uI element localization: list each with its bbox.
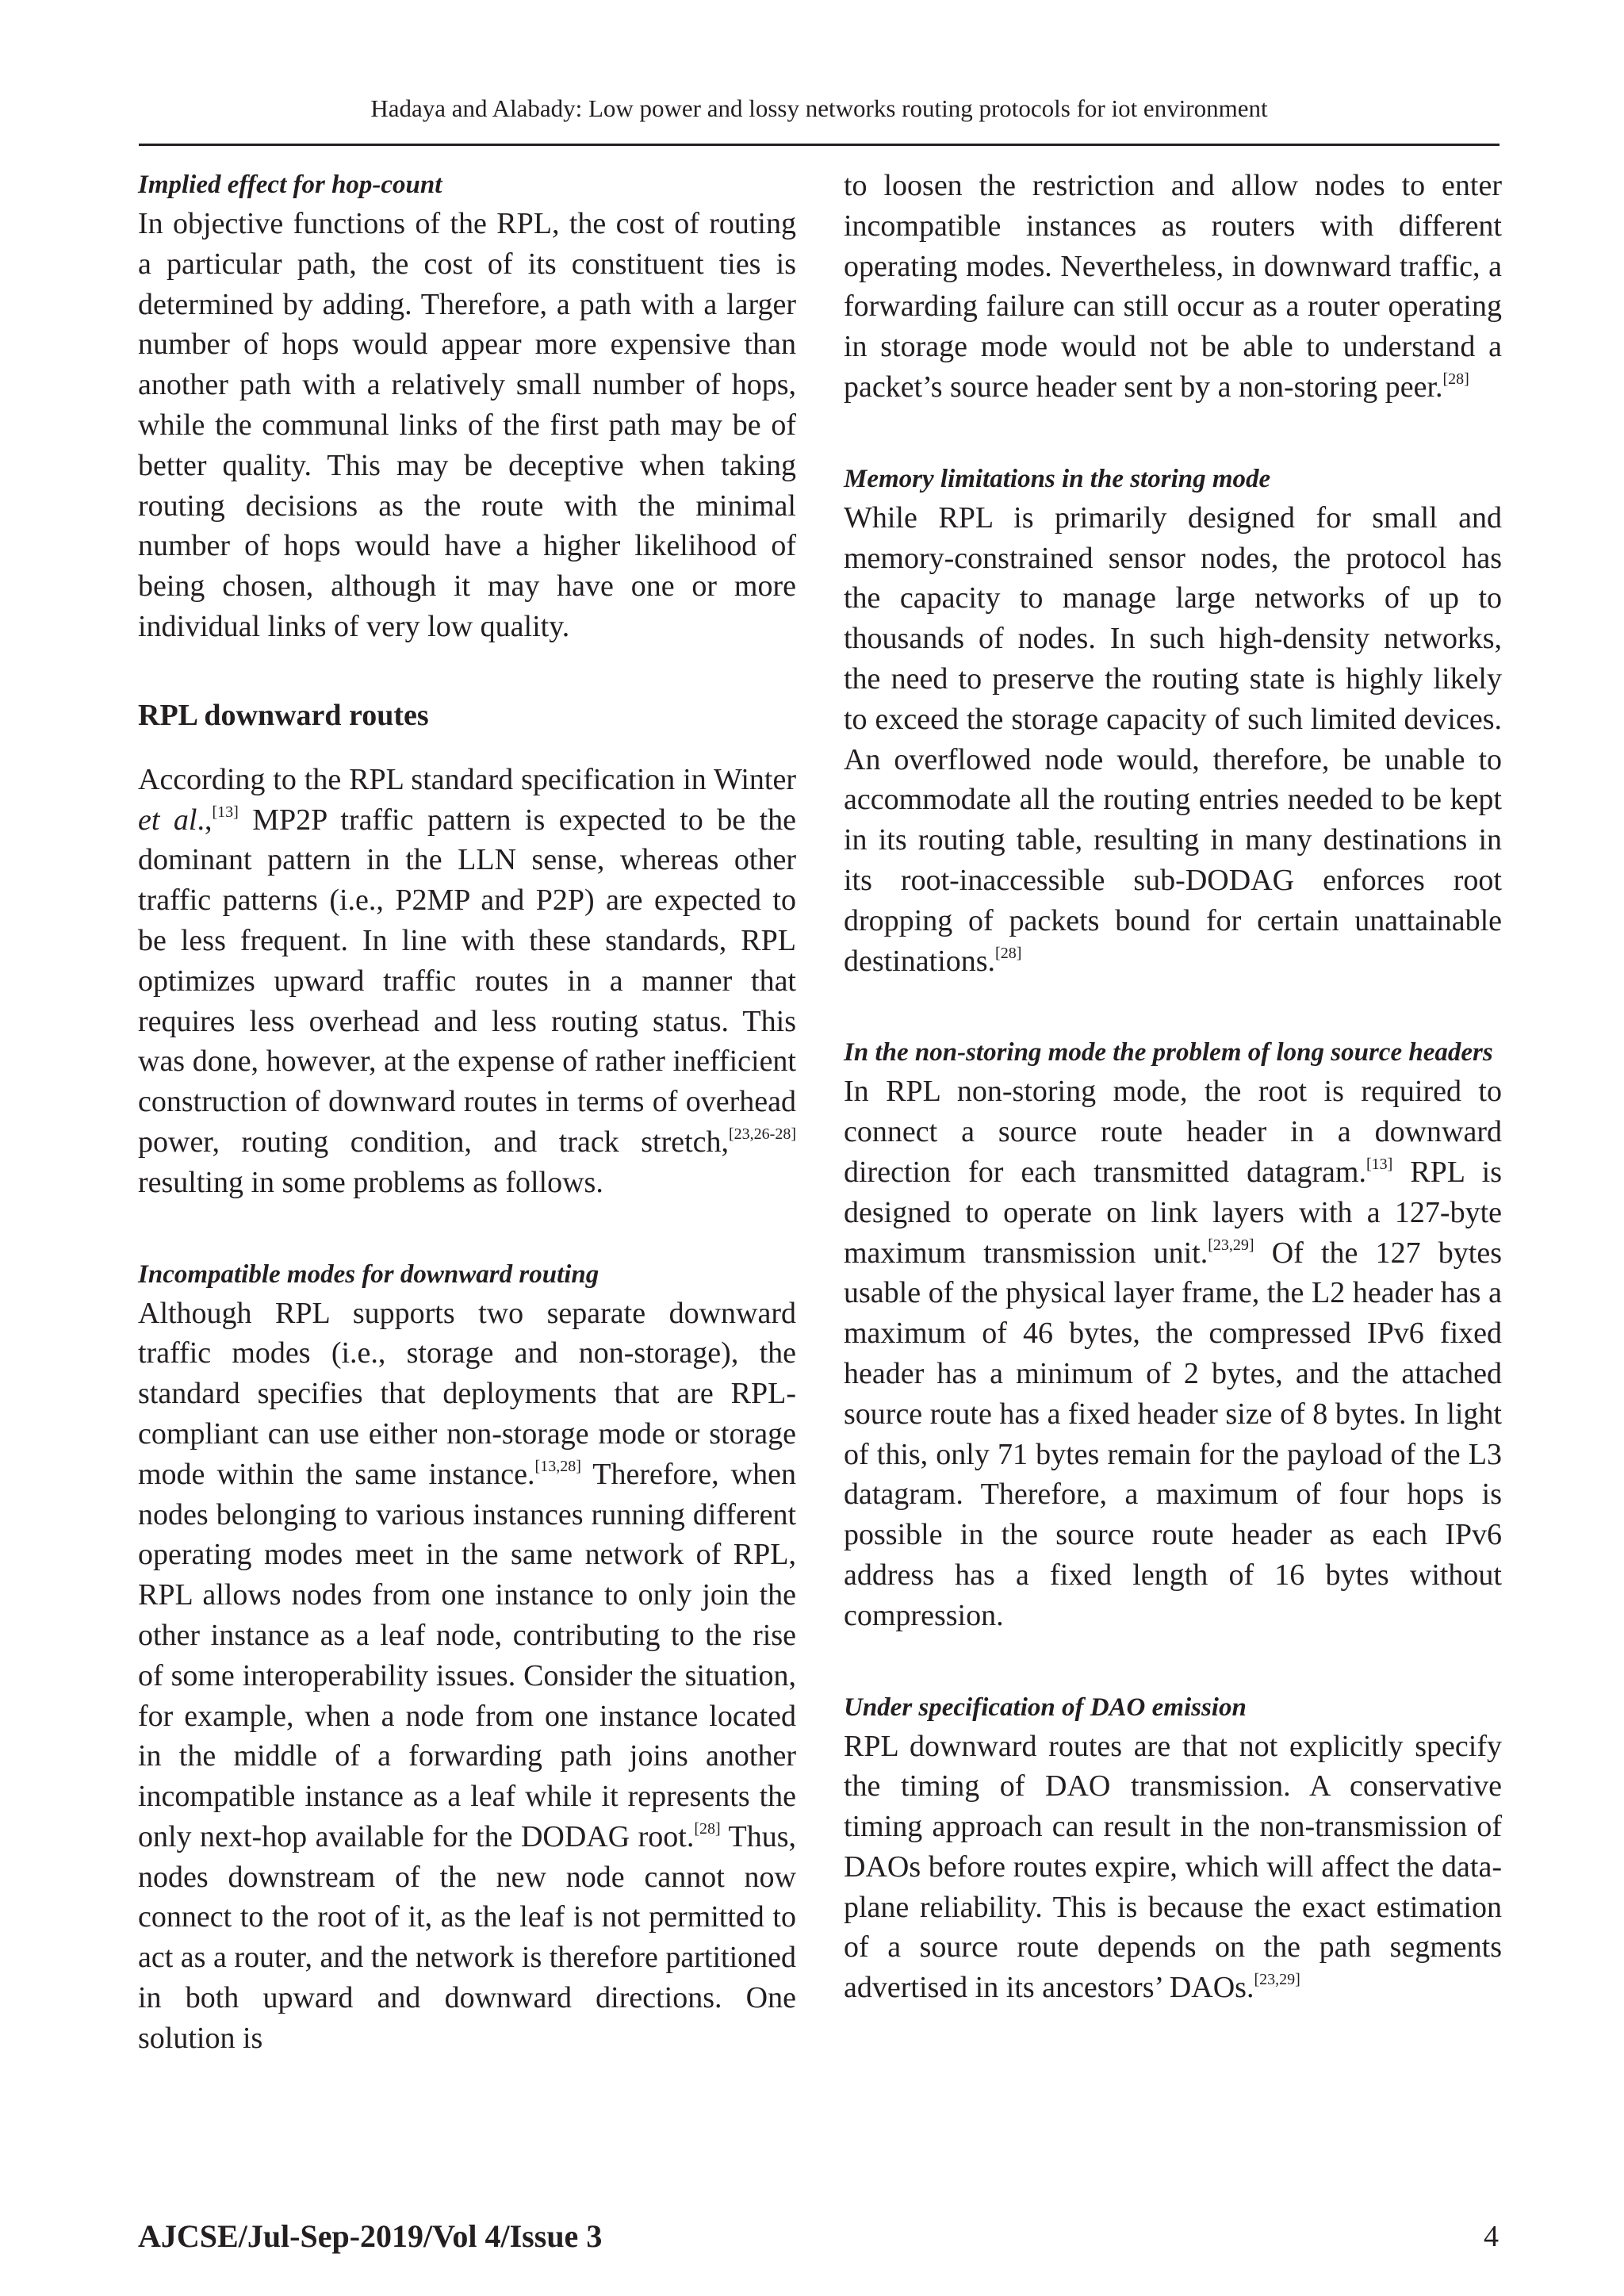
paragraph-incompatible-modes — [138, 1294, 796, 2059]
paragraph-dao-emission — [844, 1727, 1502, 2009]
paragraph-hop-count: In objective functions of the RPL, the cost of routing a particular path, the cost of its constituent ties is determined by adding. Therefore, a path with a larger number of hops would appear more expensive than another path with a relatively small number of hops, while the communal links of the first path may be of better quality. This may be deceptive when taking routing decisions as the route with the minimal number of hops would have a higher likelihood of being chosen, although it may have one or more individual links of very low quality. — [138, 207, 796, 643]
right-column — [844, 166, 1502, 2008]
paragraph-long-source-headers — [844, 1071, 1502, 1635]
paragraph-memory-limitations — [844, 498, 1502, 982]
text-run-italic: et al — [138, 803, 197, 837]
text-run: ., — [197, 803, 213, 837]
text-run: Thus, nodes downstream of the new node cannot now connect to the root of it, as the leaf is not permitted to act as a router, and the network is therefore partitioned in both upward and downward directions. One solution is — [138, 1819, 796, 2055]
text-run: Although RPL supports two separate downward traffic modes (i.e., storage and non-storage), the standard specifies that deployments that are RPL-compliant can use either non-storage mode or storage mode within the same instance. — [138, 1296, 796, 1491]
running-head: Hadaya and Alabady: Low power and lossy networks routing protocols for iot environment — [370, 94, 1268, 122]
citation: [28] — [1442, 370, 1469, 388]
citation: [23,29] — [1208, 1236, 1254, 1254]
text-run: In RPL non-storing mode, the root is required to connect a source route header in a downward direction for each transmitted datagram. — [844, 1075, 1502, 1189]
citation: [23,26-28] — [729, 1125, 796, 1143]
paragraph-continuation — [844, 166, 1502, 408]
citation: [13] — [212, 803, 239, 821]
subsection-title-hop-count: Implied effect for hop-count — [138, 171, 442, 199]
left-column — [138, 166, 796, 2059]
citation: [23,29] — [1254, 1971, 1300, 1989]
subsection-title-dao-emission: Under specification of DAO emission — [844, 1692, 1247, 1722]
subsection-title-incompatible-modes: Incompatible modes for downward routing — [138, 1259, 599, 1289]
paragraph-downward-routes — [138, 760, 796, 1203]
text-run: While RPL is primarily designed for small and memory-constrained sensor nodes, the protocol has the capacity to manage large networks of up to thousands of nodes. In such high-density networks, the need to preserve the routing state is highly likely to exceed the storage capacity of such limited devices. An overflowed node would, therefore, be unable to accommodate all the routing entries needed to be kept in its routing table, resulting in many destinations in its root-inaccessible sub-DODAG enforces root dropping of packets bound for certain unattainable destinations. — [844, 500, 1502, 978]
text-run: Of the 127 bytes usable of the physical layer frame, the L2 header has a maximum of 46 bytes, the compressed IPv6 fixed header has a minimum of 2 bytes, and the attached source route has a fixed header size of 8 bytes. In light of this, only 71 bytes remain for the payload of the L3 datagram. Therefore, a maximum of four hops is possible in the source route header as each IPv6 address has a fixed length of 16 bytes without compression. — [844, 1236, 1503, 1632]
text-run: RPL is designed to operate on link layers with a 127-byte maximum transmission unit. — [844, 1155, 1502, 1270]
citation: [28] — [995, 944, 1022, 962]
text-run: to loosen the restriction and allow nodes to enter incompatible instances as routers with different operating modes. Nevertheless, in downward traffic, a forwarding failure can still occur as a router operating in storage mode would not be able to understand a packet’s source header sent by a non-storing peer. — [844, 169, 1502, 404]
text-run: MP2P traffic pattern is expected to be the dominant pattern in the LLN sense, whereas other traffic patterns (i.e., P2MP and P2P) are expected to be less frequent. In line with these standards, RPL optimizes upward traffic routes in a manner that requires less overhead and less routing status. This was done, however, at the expense of rather inefficient construction of downward routes in terms of overhead power, routing condition, and track stretch, — [138, 803, 796, 1159]
citation: [13] — [1365, 1155, 1393, 1173]
header-rule — [139, 144, 1500, 146]
subsection-title-long-source-headers: In the non-storing mode the problem of long source headers — [844, 1038, 1493, 1068]
section-title-downward-routes: RPL downward routes — [138, 698, 429, 732]
text-run: RPL downward routes are that not explicitly specify the timing of DAO transmission. A conservative timing approach can result in the non-transmission of DAOs before routes expire, which will affect the data-plane reliability. This is because the exact estimation of a source route depends on the path segments advertised in its ancestors’ DAOs. — [844, 1729, 1502, 2005]
text-run: resulting in some problems as follows. — [138, 1165, 603, 1199]
footer-journal-info: AJCSE/Jul-Sep-2019/Vol 4/Issue 3 — [138, 2218, 603, 2254]
page-number: 4 — [1484, 2220, 1499, 2253]
subsection-title-memory-limitations: Memory limitations in the storing mode — [844, 464, 1271, 493]
citation: [13,28] — [534, 1457, 581, 1475]
text-run: Therefore, when nodes belonging to various instances running different operating modes meet in the same network of RPL, RPL allows nodes from one instance to only join the other instance as a leaf node, contributing to the rise of some interoperability issues. Consider the situation, for example, when a node from one instance located in the middle of a forwarding path joins another incompatible instance as a leaf while it represents the only next-hop available for the DODAG root. — [138, 1457, 796, 1853]
citation: [28] — [694, 1819, 721, 1838]
text-run: According to the RPL standard specification in Winter — [138, 762, 796, 796]
